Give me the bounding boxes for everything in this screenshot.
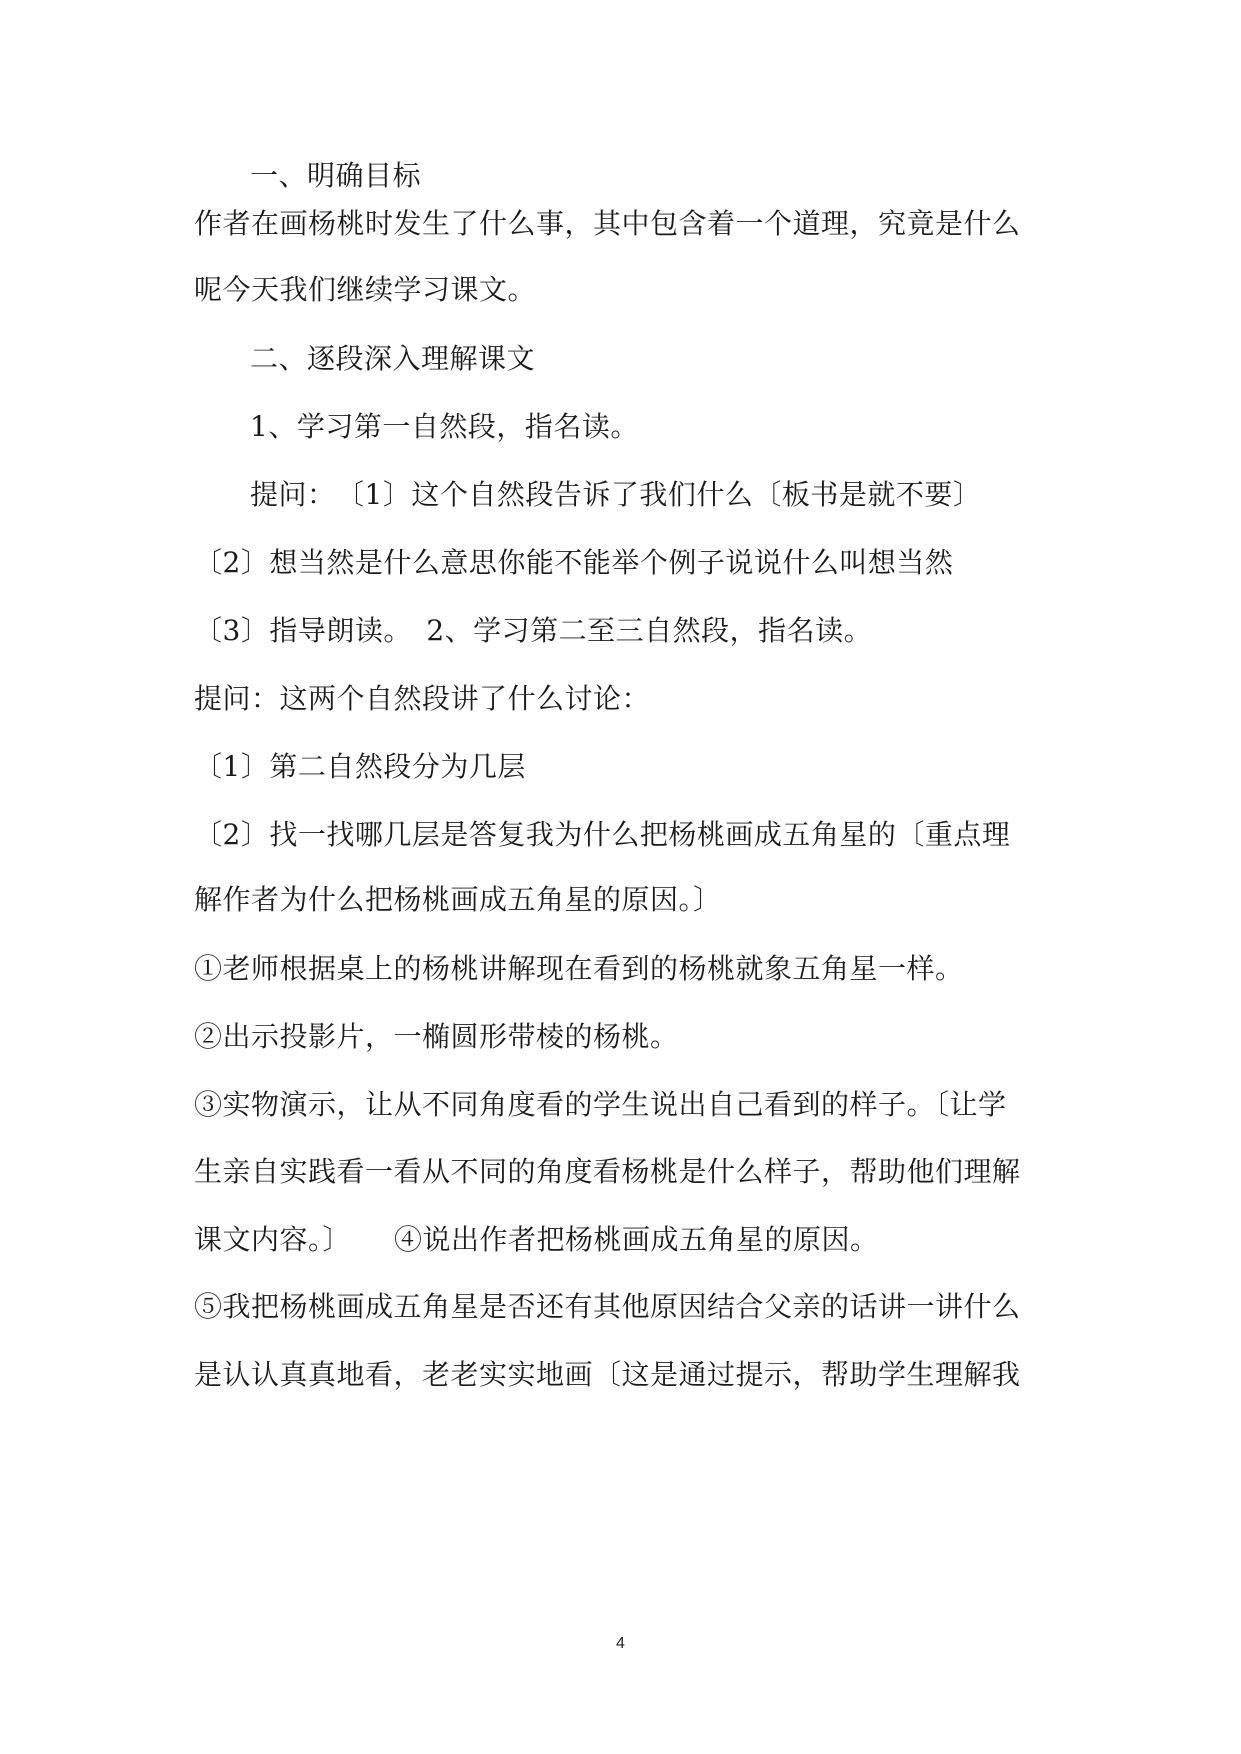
- paragraph-line: 〔3〕指导朗读。 2、学习第二至三自然段，指名读。: [194, 614, 873, 647]
- paragraph-line: 提问： 〔1〕这个自然段告诉了我们什么〔板书是就不要〕: [250, 478, 982, 511]
- paragraph-line: 〔1〕第二自然段分为几层: [194, 750, 526, 783]
- paragraph-line: ⑤我把杨桃画成五角星是否还有其他原因结合父亲的话讲一讲什么: [194, 1290, 1021, 1323]
- paragraph-line: 作者在画杨桃时发生了什么事，其中包含着一个道理，究竟是什么: [194, 207, 1021, 240]
- paragraph-line: 课文内容。〕 ④说出作者把杨桃画成五角星的原因。: [194, 1223, 879, 1256]
- heading-objectives: 一、明确目标: [250, 159, 422, 192]
- paragraph-line: 〔2〕想当然是什么意思你能不能举个例子说说什么叫想当然: [194, 546, 954, 579]
- paragraph-line: 是认认真真地看，老老实实地画〔这是通过提示，帮助学生理解我: [194, 1358, 1021, 1391]
- paragraph-line: 生亲自实践看一看从不同的角度看杨桃是什么样子，帮助他们理解: [194, 1155, 1021, 1188]
- paragraph-line: 〔2〕找一找哪几层是答复我为什么把杨桃画成五角星的〔重点理: [194, 818, 1011, 851]
- paragraph-line: 提问：这两个自然段讲了什么讨论：: [194, 682, 651, 715]
- page-number: 4: [616, 1635, 625, 1652]
- paragraph-line: ③实物演示，让从不同角度看的学生说出自己看到的样子。〔让学: [194, 1088, 1007, 1121]
- paragraph-line: 呢今天我们继续学习课文。: [194, 273, 537, 306]
- paragraph-line: 解作者为什么把杨桃画成五角星的原因。〕: [194, 883, 722, 916]
- paragraph-line: ①老师根据桌上的杨桃讲解现在看到的杨桃就象五角星一样。: [194, 952, 964, 985]
- paragraph-line: ②出示投影片，一椭圆形带棱的杨桃。: [194, 1020, 679, 1053]
- heading-section-two: 二、逐段深入理解课文: [250, 342, 536, 375]
- paragraph-line: 1、学习第一自然段，指名读。: [250, 410, 639, 443]
